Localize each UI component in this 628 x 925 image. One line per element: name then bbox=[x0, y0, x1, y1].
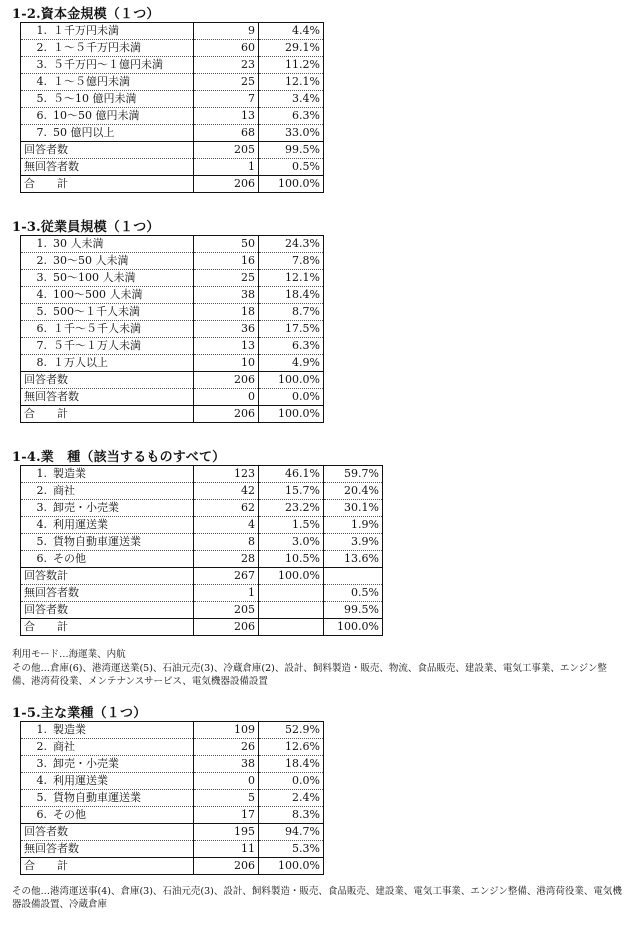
row-label bbox=[21, 108, 194, 125]
summary-count: 205 bbox=[194, 142, 259, 159]
row-text: 利用運送業 bbox=[53, 774, 108, 787]
summary-row bbox=[21, 406, 324, 423]
count-cell: 25 bbox=[194, 270, 259, 287]
row-label bbox=[21, 304, 194, 321]
table-row bbox=[21, 253, 324, 270]
count-cell: 123 bbox=[194, 466, 259, 483]
summary-label: 合 計 bbox=[21, 858, 194, 875]
row-text: 100～500 人未満 bbox=[53, 288, 143, 301]
row-label bbox=[21, 756, 194, 773]
summary-percent: 100.0% bbox=[259, 858, 324, 875]
row-text: 卸売・小売業 bbox=[53, 757, 119, 770]
row-text: 商社 bbox=[53, 740, 75, 753]
count-cell: 42 bbox=[194, 483, 259, 500]
percent-respondents-cell: 13.6% bbox=[324, 551, 383, 568]
percent-cell: 3.0% bbox=[259, 534, 324, 551]
summary-row bbox=[21, 389, 324, 406]
row-number: 3. bbox=[36, 501, 47, 514]
summary-row bbox=[21, 585, 383, 602]
row-number: 6. bbox=[36, 808, 47, 821]
row-label bbox=[21, 287, 194, 304]
table-row bbox=[21, 790, 324, 807]
count-cell: 10 bbox=[194, 355, 259, 372]
row-number: 2. bbox=[36, 41, 47, 54]
percent-cell: 8.3% bbox=[259, 807, 324, 824]
row-number: 2. bbox=[36, 484, 47, 497]
row-number: 3. bbox=[36, 757, 47, 770]
row-text: １万人以上 bbox=[53, 356, 108, 369]
table-row bbox=[21, 287, 324, 304]
row-label bbox=[21, 466, 194, 483]
summary-label: 回答数計 bbox=[21, 568, 194, 585]
count-cell: 13 bbox=[194, 338, 259, 355]
row-text: 50 億円以上 bbox=[53, 126, 115, 139]
count-cell: 62 bbox=[194, 500, 259, 517]
row-label bbox=[21, 91, 194, 108]
row-label bbox=[21, 321, 194, 338]
row-label bbox=[21, 790, 194, 807]
percent-cell: 10.5% bbox=[259, 551, 324, 568]
percent-cell: 6.3% bbox=[259, 108, 324, 125]
row-text: 商社 bbox=[53, 484, 75, 497]
table-row bbox=[21, 517, 383, 534]
count-cell: 4 bbox=[194, 517, 259, 534]
row-number: 4. bbox=[36, 518, 47, 531]
table-row bbox=[21, 500, 383, 517]
row-number: 2. bbox=[36, 740, 47, 753]
percent-respondents-cell: 59.7% bbox=[324, 466, 383, 483]
percent-cell: 23.2% bbox=[259, 500, 324, 517]
summary-label: 無回答者数 bbox=[21, 841, 194, 858]
summary-label: 回答者数 bbox=[21, 824, 194, 841]
percent-cell: 11.2% bbox=[259, 57, 324, 74]
row-label bbox=[21, 483, 194, 500]
count-cell: 8 bbox=[194, 534, 259, 551]
percent-cell: 2.4% bbox=[259, 790, 324, 807]
summary-count: 206 bbox=[194, 406, 259, 423]
row-text: 貨物自動車運送業 bbox=[53, 791, 141, 804]
percent-respondents-cell: 3.9% bbox=[324, 534, 383, 551]
summary-row bbox=[21, 619, 383, 636]
table-row bbox=[21, 23, 324, 40]
note-other-1-5: その他…港湾運送事(4)、倉庫(3)、石油元売(3)、設計、飼料製造・販売、食品販売、建設業、電気工事業、エンジン整備、港湾荷役業、電気機器設備設置、冷蔵倉庫 bbox=[12, 886, 622, 910]
row-number: 3. bbox=[36, 271, 47, 284]
row-label bbox=[21, 739, 194, 756]
count-cell: 23 bbox=[194, 57, 259, 74]
row-label bbox=[21, 355, 194, 372]
table-row bbox=[21, 304, 324, 321]
summary-count: 206 bbox=[194, 372, 259, 389]
row-text: １千万円未満 bbox=[53, 24, 119, 37]
percent-cell: 18.4% bbox=[259, 756, 324, 773]
table-industry-all bbox=[20, 465, 383, 636]
row-text: １～５千万円未満 bbox=[53, 41, 141, 54]
row-label bbox=[21, 722, 194, 739]
row-label bbox=[21, 534, 194, 551]
summary-row bbox=[21, 142, 324, 159]
count-cell: 7 bbox=[194, 91, 259, 108]
summary-percent: 99.5% bbox=[259, 142, 324, 159]
summary-percent bbox=[259, 602, 324, 619]
percent-cell: 7.8% bbox=[259, 253, 324, 270]
summary-row bbox=[21, 176, 324, 193]
table-employee-size bbox=[20, 235, 324, 423]
row-number: 4. bbox=[36, 288, 47, 301]
row-label bbox=[21, 773, 194, 790]
percent-cell: 6.3% bbox=[259, 338, 324, 355]
summary-percent: 0.5% bbox=[259, 159, 324, 176]
row-number: 5. bbox=[36, 92, 47, 105]
summary-percent: 0.0% bbox=[259, 389, 324, 406]
summary-count: 1 bbox=[194, 585, 259, 602]
row-text: 30～50 人未満 bbox=[53, 254, 129, 267]
table-row bbox=[21, 125, 324, 142]
table-row bbox=[21, 74, 324, 91]
summary-label: 無回答者数 bbox=[21, 389, 194, 406]
row-label bbox=[21, 23, 194, 40]
table-row bbox=[21, 483, 383, 500]
row-text: 卸売・小売業 bbox=[53, 501, 119, 514]
summary-count: 206 bbox=[194, 176, 259, 193]
row-text: ５～10 億円未満 bbox=[53, 92, 137, 105]
note-other-1-4: その他…倉庫(6)、港湾運送業(5)、石油元売(3)、冷蔵倉庫(2)、設計、飼料製造・販売、物流、食品販売、建設業、電気工事業、エンジン整備、港湾荷役業、メンテナンスサービス、電気機器設備設置 bbox=[12, 663, 607, 687]
percent-cell: 24.3% bbox=[259, 236, 324, 253]
section-title-1-3: 1-3.従業員規模（１つ） bbox=[12, 220, 160, 235]
summary-row bbox=[21, 159, 324, 176]
summary-percent: 100.0% bbox=[259, 568, 324, 585]
row-text: ５千～１万人未満 bbox=[53, 339, 141, 352]
count-cell: 36 bbox=[194, 321, 259, 338]
summary-count: 267 bbox=[194, 568, 259, 585]
row-number: 1. bbox=[36, 467, 47, 480]
row-number: 5. bbox=[36, 305, 47, 318]
summary-count: 205 bbox=[194, 602, 259, 619]
percent-cell: 17.5% bbox=[259, 321, 324, 338]
row-text: 500～１千人未満 bbox=[53, 305, 140, 318]
row-label bbox=[21, 807, 194, 824]
row-number: 8. bbox=[36, 356, 47, 369]
summary-count: 195 bbox=[194, 824, 259, 841]
summary-percent: 100.0% bbox=[259, 176, 324, 193]
row-text: １千～５千人未満 bbox=[53, 322, 141, 335]
percent-cell: 3.4% bbox=[259, 91, 324, 108]
row-label bbox=[21, 125, 194, 142]
note-mode: 利用モード…海運業、内航 bbox=[12, 649, 126, 660]
table-row bbox=[21, 773, 324, 790]
summary-label: 無回答者数 bbox=[21, 585, 194, 602]
row-text: その他 bbox=[53, 808, 86, 821]
table-row bbox=[21, 807, 324, 824]
row-number: 1. bbox=[36, 723, 47, 736]
row-label bbox=[21, 500, 194, 517]
row-number: 6. bbox=[36, 552, 47, 565]
summary-label: 回答者数 bbox=[21, 372, 194, 389]
count-cell: 9 bbox=[194, 23, 259, 40]
row-text: その他 bbox=[53, 552, 86, 565]
summary-percent bbox=[259, 619, 324, 636]
section-title-1-2: 1-2.資本金規模（１つ） bbox=[12, 7, 160, 22]
section-title-1-5: 1-5.主な業種（１つ） bbox=[12, 706, 147, 721]
table-row bbox=[21, 40, 324, 57]
row-text: 貨物自動車運送業 bbox=[53, 535, 141, 548]
row-text: 利用運送業 bbox=[53, 518, 108, 531]
summary-percent-respondents: 0.5% bbox=[324, 585, 383, 602]
table-row bbox=[21, 270, 324, 287]
count-cell: 60 bbox=[194, 40, 259, 57]
summary-count: 0 bbox=[194, 389, 259, 406]
summary-label: 合 計 bbox=[21, 176, 194, 193]
count-cell: 25 bbox=[194, 74, 259, 91]
table-row bbox=[21, 466, 383, 483]
row-label bbox=[21, 517, 194, 534]
summary-label: 無回答者数 bbox=[21, 159, 194, 176]
row-text: 10～50 億円未満 bbox=[53, 109, 140, 122]
summary-row bbox=[21, 824, 324, 841]
table-capital-size bbox=[20, 22, 324, 193]
row-number: 1. bbox=[36, 237, 47, 250]
count-cell: 50 bbox=[194, 236, 259, 253]
row-number: 5. bbox=[36, 535, 47, 548]
count-cell: 38 bbox=[194, 756, 259, 773]
row-text: 30 人未満 bbox=[53, 237, 104, 250]
row-number: 3. bbox=[36, 58, 47, 71]
table-row bbox=[21, 739, 324, 756]
row-number: 1. bbox=[36, 24, 47, 37]
summary-count: 11 bbox=[194, 841, 259, 858]
percent-cell: 8.7% bbox=[259, 304, 324, 321]
section-title-1-4: 1-4.業 種（該当するものすべて） bbox=[12, 450, 226, 465]
row-number: 7. bbox=[36, 339, 47, 352]
summary-percent: 100.0% bbox=[259, 372, 324, 389]
row-number: 6. bbox=[36, 109, 47, 122]
summary-percent bbox=[259, 585, 324, 602]
percent-cell: 4.4% bbox=[259, 23, 324, 40]
row-number: 7. bbox=[36, 126, 47, 139]
summary-label: 回答者数 bbox=[21, 142, 194, 159]
count-cell: 28 bbox=[194, 551, 259, 568]
summary-label: 合 計 bbox=[21, 406, 194, 423]
percent-cell: 18.4% bbox=[259, 287, 324, 304]
summary-label: 合 計 bbox=[21, 619, 194, 636]
row-number: 6. bbox=[36, 322, 47, 335]
table-row bbox=[21, 321, 324, 338]
row-number: 4. bbox=[36, 774, 47, 787]
summary-row bbox=[21, 372, 324, 389]
percent-cell: 52.9% bbox=[259, 722, 324, 739]
summary-percent: 5.3% bbox=[259, 841, 324, 858]
percent-cell: 0.0% bbox=[259, 773, 324, 790]
count-cell: 16 bbox=[194, 253, 259, 270]
percent-cell: 12.1% bbox=[259, 74, 324, 91]
count-cell: 109 bbox=[194, 722, 259, 739]
row-label bbox=[21, 338, 194, 355]
row-label bbox=[21, 236, 194, 253]
summary-count: 1 bbox=[194, 159, 259, 176]
percent-cell: 12.6% bbox=[259, 739, 324, 756]
percent-cell: 33.0% bbox=[259, 125, 324, 142]
table-row bbox=[21, 551, 383, 568]
count-cell: 13 bbox=[194, 108, 259, 125]
percent-cell: 46.1% bbox=[259, 466, 324, 483]
summary-row bbox=[21, 858, 324, 875]
table-row bbox=[21, 236, 324, 253]
summary-row bbox=[21, 841, 324, 858]
summary-percent: 100.0% bbox=[259, 406, 324, 423]
row-number: 5. bbox=[36, 791, 47, 804]
row-label bbox=[21, 253, 194, 270]
percent-respondents-cell: 30.1% bbox=[324, 500, 383, 517]
percent-respondents-cell: 20.4% bbox=[324, 483, 383, 500]
row-number: 4. bbox=[36, 75, 47, 88]
table-row bbox=[21, 108, 324, 125]
row-text: 50～100 人未満 bbox=[53, 271, 136, 284]
count-cell: 0 bbox=[194, 773, 259, 790]
summary-count: 206 bbox=[194, 619, 259, 636]
percent-cell: 12.1% bbox=[259, 270, 324, 287]
table-row bbox=[21, 338, 324, 355]
summary-percent-respondents bbox=[324, 568, 383, 585]
summary-row bbox=[21, 568, 383, 585]
percent-cell: 1.5% bbox=[259, 517, 324, 534]
count-cell: 18 bbox=[194, 304, 259, 321]
row-text: ５千万円～１億円未満 bbox=[53, 58, 163, 71]
count-cell: 17 bbox=[194, 807, 259, 824]
table-row bbox=[21, 57, 324, 74]
percent-cell: 4.9% bbox=[259, 355, 324, 372]
table-main-industry bbox=[20, 721, 324, 875]
summary-row bbox=[21, 602, 383, 619]
row-text: １～５億円未満 bbox=[53, 75, 130, 88]
summary-percent-respondents: 100.0% bbox=[324, 619, 383, 636]
summary-percent: 94.7% bbox=[259, 824, 324, 841]
row-label bbox=[21, 40, 194, 57]
table-row bbox=[21, 91, 324, 108]
summary-label: 回答者数 bbox=[21, 602, 194, 619]
count-cell: 26 bbox=[194, 739, 259, 756]
count-cell: 5 bbox=[194, 790, 259, 807]
count-cell: 68 bbox=[194, 125, 259, 142]
percent-cell: 29.1% bbox=[259, 40, 324, 57]
summary-percent-respondents: 99.5% bbox=[324, 602, 383, 619]
table-row bbox=[21, 355, 324, 372]
percent-respondents-cell: 1.9% bbox=[324, 517, 383, 534]
row-label bbox=[21, 270, 194, 287]
table-row bbox=[21, 722, 324, 739]
row-label bbox=[21, 57, 194, 74]
count-cell: 38 bbox=[194, 287, 259, 304]
table-row bbox=[21, 534, 383, 551]
row-label bbox=[21, 74, 194, 91]
percent-cell: 15.7% bbox=[259, 483, 324, 500]
row-label bbox=[21, 551, 194, 568]
table-row bbox=[21, 756, 324, 773]
row-text: 製造業 bbox=[53, 723, 86, 736]
row-number: 2. bbox=[36, 254, 47, 267]
summary-count: 206 bbox=[194, 858, 259, 875]
row-text: 製造業 bbox=[53, 467, 86, 480]
